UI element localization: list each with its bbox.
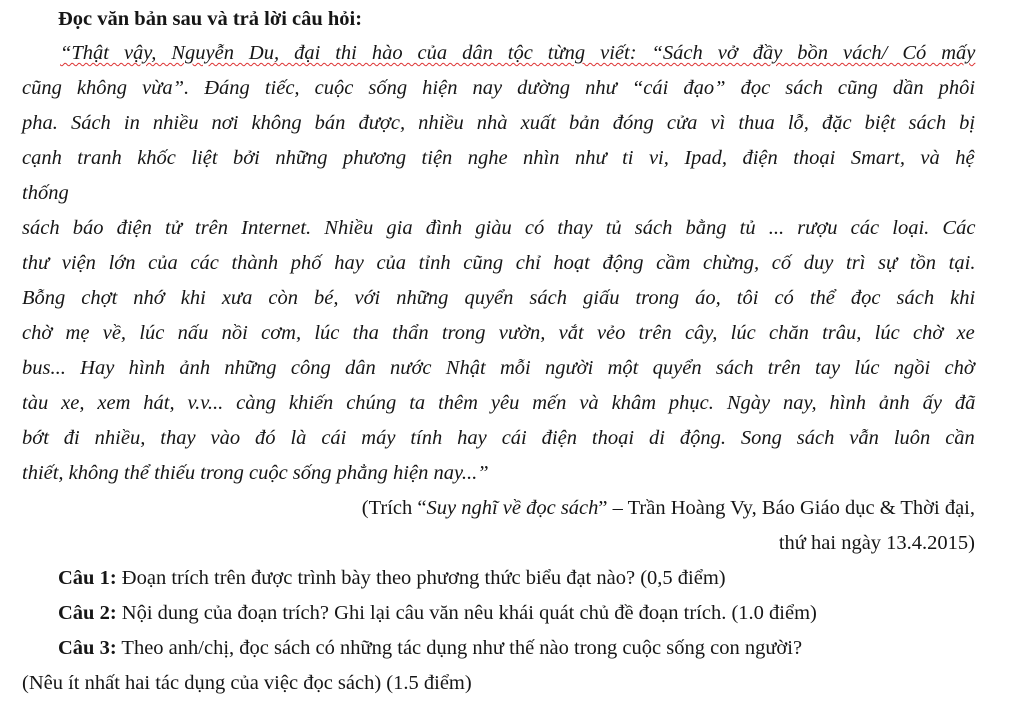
passage-line: thiết, không thể thiếu trong cuộc sống phẳng hiện nay...” <box>22 462 489 484</box>
source-title: Suy nghĩ về đọc sách <box>426 497 599 519</box>
passage-line: “Thật vậy, Nguyễn Du, đại thi hào của dân tộc từng viết: “Sách vở đầy bồn vách/ Có mấy <box>60 42 976 64</box>
source-date: thứ hai ngày 13.4.2015) <box>778 532 975 554</box>
passage-line: thống <box>22 182 69 204</box>
passage-line: cạnh tranh khốc liệt bởi những phương tiện nghe nhìn như ti vi, Ipad, điện thoại Smart, và hệ <box>22 147 975 169</box>
question-label: Câu 1: <box>58 567 117 589</box>
passage-line: sách báo điện tử trên Internet. Nhiều gia đình giàu có thay tủ sách bằng tủ ... rượu các loại. Các <box>22 217 976 239</box>
passage-line: bus... Hay hình ảnh những công dân nước Nhật mỗi người một quyển sách trên tay lúc ngồi chờ <box>22 357 975 379</box>
source-suffix: ” – Trần Hoàng Vy, Báo Giáo dục & Thời đại, <box>598 497 975 519</box>
question-3 <box>58 635 802 661</box>
passage-line: cũng không vừa”. Đáng tiếc, cuộc sống hiện nay dường như “cái đạo” đọc sách cũng dần phôi <box>22 77 976 99</box>
passage-line: Bỗng chợt nhớ khi xưa còn bé, với những quyển sách giấu trong áo, tôi có thể đọc sách khi <box>22 287 976 309</box>
question-label: Câu 3: <box>58 637 117 659</box>
source-prefix: (Trích “ <box>361 497 427 519</box>
question-2 <box>58 600 817 626</box>
passage-line: tàu xe, xem hát, v.v... càng khiến chúng ta thêm yêu mến và khâm phục. Ngày nay, hình ảnh ấy đã <box>22 392 976 414</box>
heading: Đọc văn bản sau và trả lời câu hỏi: <box>58 8 363 30</box>
source-citation <box>22 495 975 521</box>
passage-line: thư viện lớn của các thành phố hay của tỉnh cũng chỉ hoạt động cầm chừng, cố duy trì sự tồn tại. <box>22 252 976 274</box>
passage-line: bớt đi nhiều, thay vào đó là cái máy tính hay cái điện thoại di động. Song sách vẫn luôn cần <box>22 427 975 449</box>
question-text: Nội dung của đoạn trích? Ghi lại câu văn nêu khái quát chủ đề đoạn trích. (1.0 điểm) <box>116 602 817 624</box>
question-1 <box>58 565 726 591</box>
question-label: Câu 2: <box>58 602 117 624</box>
passage-line: pha. Sách in nhiều nơi không bán được, nhiều nhà xuất bản đóng cửa vì thua lỗ, đặc biệt sách bị <box>22 112 976 134</box>
question-3-continuation: (Nêu ít nhất hai tác dụng của việc đọc sách) (1.5 điểm) <box>22 672 472 694</box>
question-text: Đoạn trích trên được trình bày theo phương thức biểu đạt nào? (0,5 điểm) <box>116 567 726 589</box>
question-text: Theo anh/chị, đọc sách có những tác dụng như thế nào trong cuộc sống con người? <box>116 637 803 659</box>
passage-line: chờ mẹ về, lúc nấu nồi cơm, lúc tha thẩn trong vườn, vắt vẻo trên cây, lúc chăn trâu, lúc chờ xe <box>22 322 975 344</box>
